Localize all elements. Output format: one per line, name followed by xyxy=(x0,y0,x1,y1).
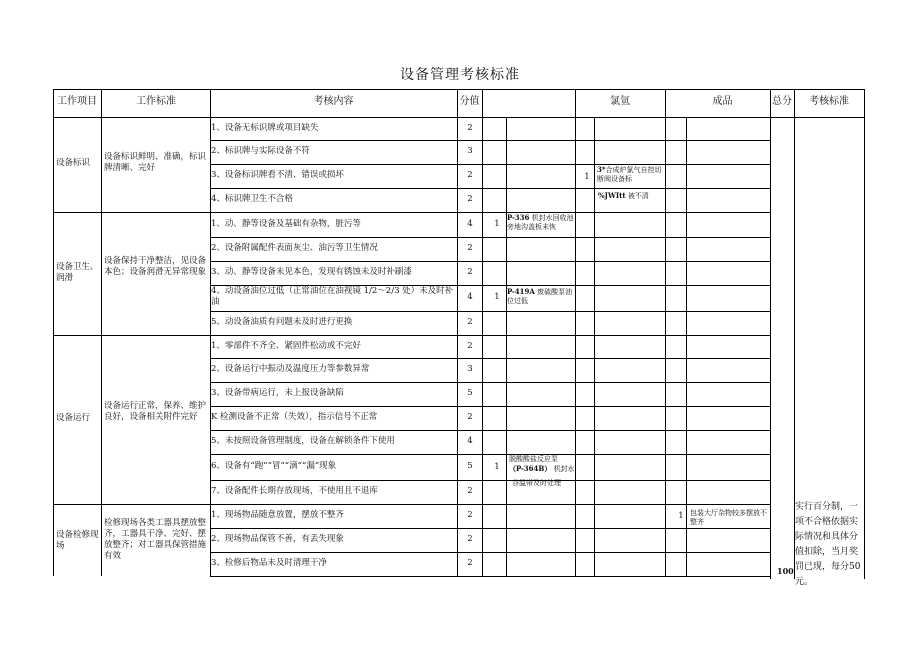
grid-line xyxy=(101,89,102,576)
deduction-note: 谷温帯及时处理 xyxy=(512,479,561,487)
deduction-note: P-336 机封水回收池旁地沟盖板未恢 xyxy=(507,213,574,231)
grid-line xyxy=(210,576,770,577)
criteria-text: 实行百分制，一项不合格依据实际情况和具体分值扣除，当月奖罚已现，每分50元。 xyxy=(795,502,861,587)
table-row-content: 2、标识牌与实际设备不符 xyxy=(211,146,310,156)
table-row-content: K 检测设备不正常（失效），指示信号不正常 xyxy=(211,412,378,422)
table-row-score: 2 xyxy=(467,412,473,422)
grid-line xyxy=(665,89,666,117)
grid-line xyxy=(53,89,864,90)
table-row-content: 1、现场物品随意放置，摆放不整齐 xyxy=(211,510,344,520)
grid-line xyxy=(53,117,864,118)
table-row-score: 5 xyxy=(467,461,473,471)
total-score: 100 xyxy=(777,566,794,576)
table-row-score: 2 xyxy=(467,534,473,544)
item-label: 设备卫生、润滑 xyxy=(56,262,99,283)
header-item: 工作项目 xyxy=(57,96,97,107)
table-row-content: 1、设备无标识牌或项目缺失 xyxy=(211,122,319,133)
table-row-content: 2、设备运行中振动及温度压力等参数异常 xyxy=(211,364,370,374)
table-row-score: 2 xyxy=(467,243,473,253)
table-row-score: 4 xyxy=(467,292,473,302)
header-content: 考核内容 xyxy=(313,96,354,107)
table-row-content: 1、零部件不齐全、紧固件松动或不完好 xyxy=(211,340,361,351)
deduction-count: 1 xyxy=(584,172,590,182)
table-row-score: 2 xyxy=(467,194,473,204)
grid-line xyxy=(665,117,666,576)
table-row-content: 6、设备有“跑”“冒”“滴”“漏”现象 xyxy=(211,461,337,471)
table-row-score: 2 xyxy=(467,122,473,133)
item-label: 设备标识 xyxy=(56,158,91,168)
deduction-count: 1 xyxy=(494,292,500,302)
deduction-count: 1 xyxy=(494,462,500,472)
table-row-content: 1、动、静等设备及基础有杂物，脏污等 xyxy=(211,218,361,229)
grid-line xyxy=(53,504,210,505)
grid-line xyxy=(770,89,771,579)
standard-text: 检修现场各类工器具摆放整齐，工器具干净、完好、摆放整齐；对工器具保管措施有效 xyxy=(104,518,207,561)
deduction-note: P-419A 废硫酸泵油位过低 xyxy=(507,287,573,305)
header-product: 成品 xyxy=(712,96,733,107)
deduction-note: %JWItt 被不清 xyxy=(598,191,649,200)
grid-line xyxy=(482,89,483,576)
deduction-note: 包装大厅杂物较多摆放不整齐 xyxy=(690,509,767,526)
table-row-content: 2、设备附属配件表面灰尘、油污等卫生情况 xyxy=(211,243,378,253)
deduction-note: 脱酸酸盐反应泵 （P-364B） 机封水 xyxy=(509,455,575,473)
table-row-score: 4 xyxy=(467,218,473,229)
table-row-score: 4 xyxy=(467,436,473,446)
grid-line xyxy=(575,117,576,576)
page-title: 设备管理考核标准 xyxy=(400,67,520,83)
grid-line xyxy=(53,335,210,336)
table-row-score: 3 xyxy=(467,146,473,156)
item-label: 设备检修现场 xyxy=(56,530,99,551)
table-row-score: 3 xyxy=(467,364,473,374)
standard-text: 设备保持干净整洁，见设备本色；设备润滑无异常现象 xyxy=(104,256,207,277)
grid-line xyxy=(594,117,595,576)
deduction-count: 1 xyxy=(494,219,500,229)
table-row-score: 2 xyxy=(467,170,473,180)
grid-line xyxy=(457,89,458,576)
grid-line xyxy=(506,117,507,576)
table-row-content: 5、动设备油质有问题未及时进行更换 xyxy=(211,317,353,327)
table-row-score: 2 xyxy=(467,558,473,568)
header-chlorine: 氯氫 xyxy=(610,96,630,107)
grid-line xyxy=(210,89,211,576)
table-row-content: 2、现场物品保管不善，有丢失现象 xyxy=(211,534,344,544)
table-row-content: 4、标识牌卫生不合格 xyxy=(211,194,293,204)
deduction-count: 1 xyxy=(678,511,684,521)
header-criteria: 考核标准 xyxy=(809,96,849,107)
table-row-content: 3、检修后物品未及时清理干净 xyxy=(211,558,327,568)
table-row-content: 7、设备配件长期存放现场，不使用且不退库 xyxy=(211,486,378,496)
grid-line xyxy=(686,117,687,576)
table-row-score: 2 xyxy=(467,317,473,327)
grid-line xyxy=(53,89,54,576)
table-row-score: 2 xyxy=(467,486,473,496)
table-row-score: 2 xyxy=(467,510,473,520)
table-row-content: 4、动设备油位过低（正常油位在油视镜 1/2～2/3 处）未及时补油 xyxy=(211,286,454,307)
grid-line xyxy=(864,89,865,579)
header-score: 分值 xyxy=(459,96,480,107)
table-row-content: 3、设备带病运行，未上报设备缺陷 xyxy=(211,388,344,398)
table-row-score: 2 xyxy=(467,340,473,351)
table-row-content: 3、动、静等设备未见本色，发现有锈蚀未及时补刷漆 xyxy=(211,267,412,277)
item-label: 设备运行 xyxy=(56,413,91,423)
table-row-content: 3、设备标识牌看不清、错误或损坏 xyxy=(211,170,344,180)
standard-text: 设备标识鲜明、准确，标识牌清晰、完好 xyxy=(104,152,207,173)
table-row-score: 2 xyxy=(467,267,473,277)
header-standard: 工作标准 xyxy=(136,96,176,107)
table-row-content: 5、未按照设备管理制度，设备在解锁条件下使用 xyxy=(211,436,395,446)
header-total: 总分 xyxy=(772,96,792,107)
table-row-score: 5 xyxy=(467,388,473,398)
grid-line xyxy=(53,212,210,213)
deduction-note: 3*合成炉氯气自控切断阀设备标 xyxy=(597,165,662,183)
standard-text: 设备运行正常，保养、维护良好，设备相关附件完好 xyxy=(104,401,207,422)
